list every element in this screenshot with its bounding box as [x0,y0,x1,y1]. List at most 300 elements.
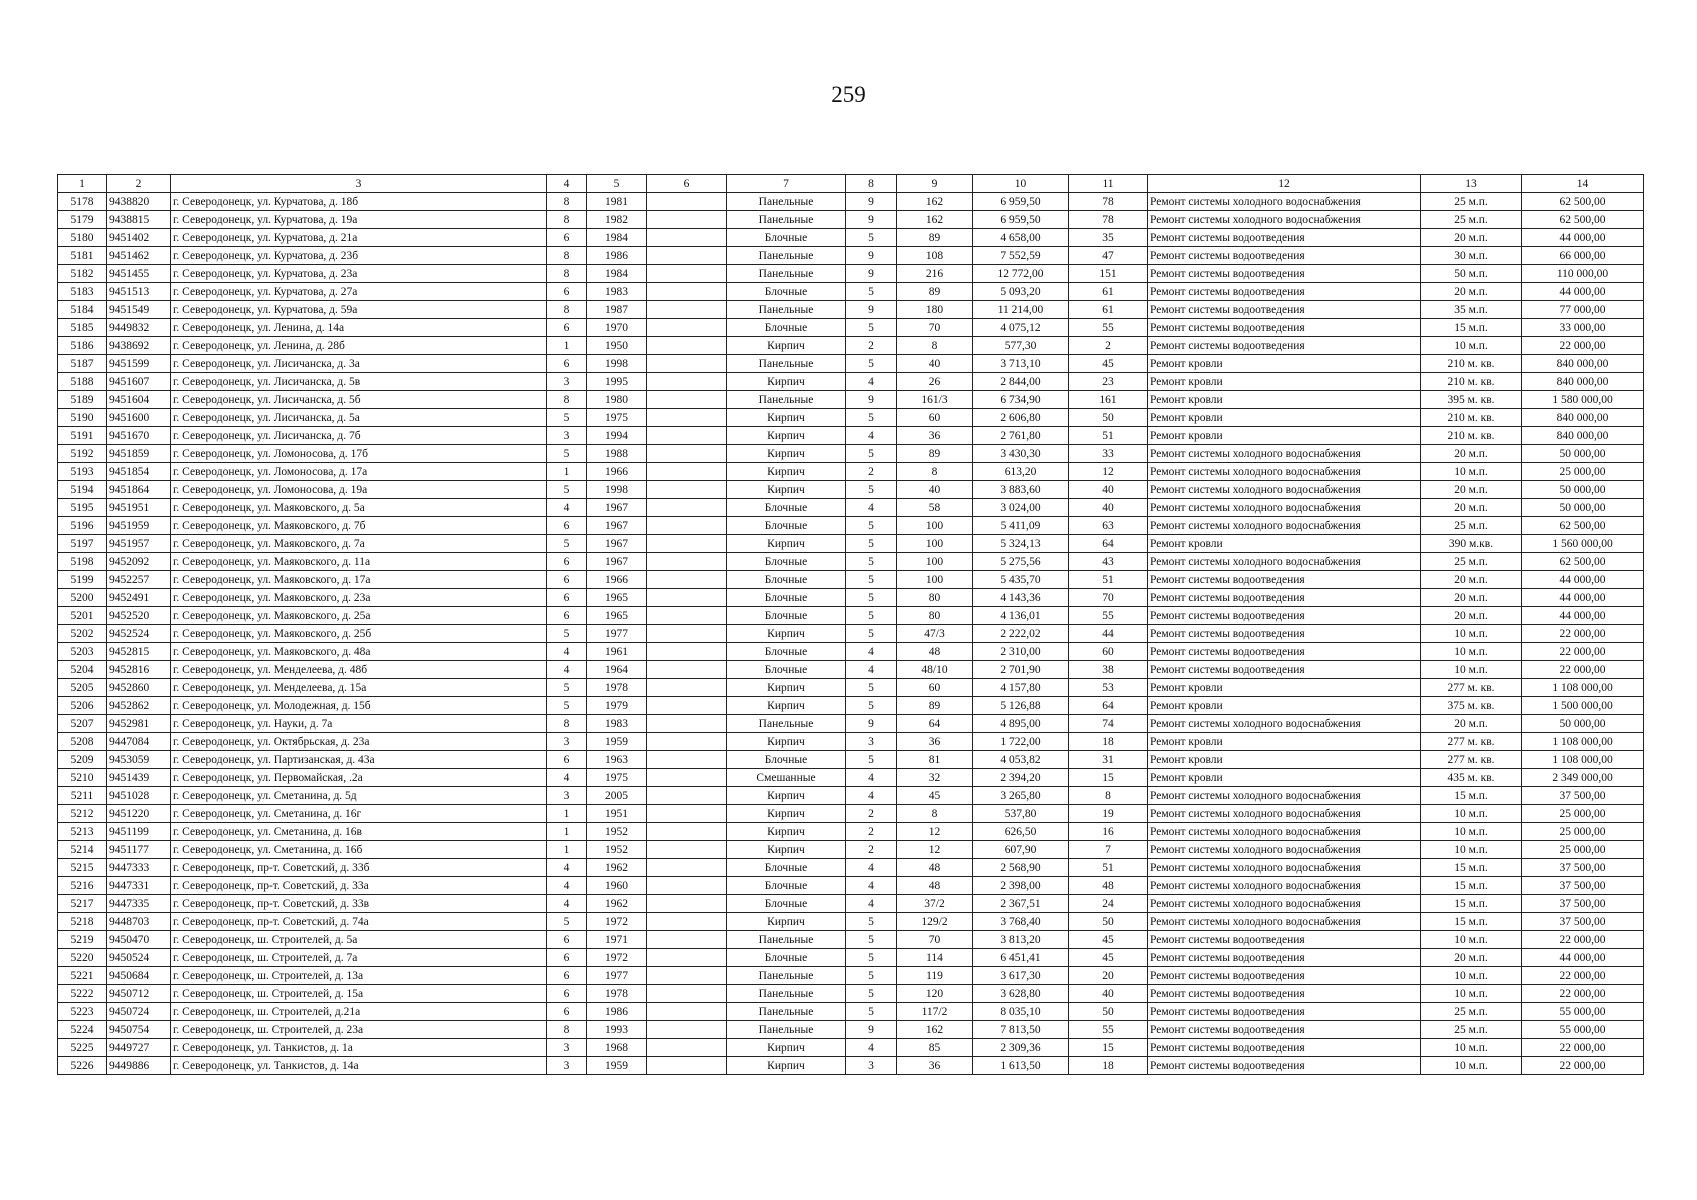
cell-wall-material: Панельные [727,211,846,229]
cell-apartments: 89 [897,229,973,247]
cell-work-volume: 25 м.п. [1421,193,1522,211]
cell-residents: 64 [1069,535,1148,553]
cell-floors: 5 [846,409,897,427]
cell-cost: 22 000,00 [1522,337,1644,355]
cell-work-volume: 25 м.п. [1421,1003,1522,1021]
cell-col-6 [647,571,727,589]
cell-floors: 5 [846,355,897,373]
cell-row-number: 5207 [58,715,107,733]
cell-cost: 840 000,00 [1522,427,1644,445]
cell-floors: 4 [846,661,897,679]
table-row [58,409,1644,427]
cell-wall-material: Панельные [727,355,846,373]
cell-area: 2 367,51 [973,895,1069,913]
cell-row-number: 5218 [58,913,107,931]
cell-work-volume: 10 м.п. [1421,931,1522,949]
table-row [58,787,1644,805]
cell-cost: 50 000,00 [1522,715,1644,733]
cell-area: 2 701,90 [973,661,1069,679]
cell-work-type: Ремонт системы холодного водоснабжения [1148,913,1421,931]
cell-work-type: Ремонт системы холодного водоснабжения [1148,517,1421,535]
cell-cost: 1 108 000,00 [1522,751,1644,769]
cell-work-volume: 25 м.п. [1421,517,1522,535]
cell-cost: 22 000,00 [1522,985,1644,1003]
cell-floors-group: 6 [547,517,587,535]
cell-floors-group: 1 [547,823,587,841]
cell-work-volume: 20 м.п. [1421,499,1522,517]
cell-address: г. Северодонецк, ул. Лисичанска, д. 5в [171,373,547,391]
cell-area: 607,90 [973,841,1069,859]
table-row [58,391,1644,409]
cell-object-code: 9451957 [107,535,171,553]
cell-residents: 24 [1069,895,1148,913]
column-header-8: 8 [846,175,897,193]
cell-row-number: 5189 [58,391,107,409]
cell-area: 2 309,36 [973,1039,1069,1057]
cell-wall-material: Панельные [727,931,846,949]
cell-floors-group: 8 [547,301,587,319]
cell-floors-group: 6 [547,607,587,625]
cell-wall-material: Блочные [727,571,846,589]
table-row [58,733,1644,751]
cell-apartments: 89 [897,283,973,301]
cell-floors: 4 [846,787,897,805]
cell-area: 3 713,10 [973,355,1069,373]
cell-cost: 44 000,00 [1522,607,1644,625]
cell-work-volume: 210 м. кв. [1421,355,1522,373]
cell-object-code: 9447331 [107,877,171,895]
cell-apartments: 8 [897,805,973,823]
cell-year-built: 1972 [587,949,647,967]
cell-year-built: 1963 [587,751,647,769]
cell-residents: 53 [1069,679,1148,697]
table-body [58,193,1644,1075]
table-row [58,625,1644,643]
cell-apartments: 80 [897,607,973,625]
cell-wall-material: Блочные [727,499,846,517]
cell-residents: 51 [1069,859,1148,877]
cell-work-volume: 30 м.п. [1421,247,1522,265]
table-row [58,445,1644,463]
cell-floors: 5 [846,985,897,1003]
cell-address: г. Северодонецк, ул. Танкистов, д. 1а [171,1039,547,1057]
cell-apartments: 60 [897,679,973,697]
cell-object-code: 9452981 [107,715,171,733]
column-header-7: 7 [727,175,846,193]
cell-wall-material: Кирпич [727,463,846,481]
cell-object-code: 9451600 [107,409,171,427]
cell-cost: 1 108 000,00 [1522,679,1644,697]
cell-year-built: 1966 [587,463,647,481]
cell-cost: 2 349 000,00 [1522,769,1644,787]
cell-object-code: 9451439 [107,769,171,787]
cell-floors: 5 [846,949,897,967]
cell-col-6 [647,301,727,319]
cell-address: г. Северодонецк, ул. Курчатова, д. 59а [171,301,547,319]
cell-address: г. Северодонецк, ул. Лисичанска, д. 5а [171,409,547,427]
cell-col-6 [647,661,727,679]
cell-work-type: Ремонт системы водоотведения [1148,319,1421,337]
cell-object-code: 9450724 [107,1003,171,1021]
cell-cost: 37 500,00 [1522,913,1644,931]
cell-work-type: Ремонт кровли [1148,373,1421,391]
cell-row-number: 5217 [58,895,107,913]
cell-col-6 [647,859,727,877]
cell-area: 577,30 [973,337,1069,355]
cell-floors: 9 [846,193,897,211]
cell-col-6 [647,391,727,409]
cell-work-volume: 15 м.п. [1421,319,1522,337]
cell-work-type: Ремонт системы холодного водоснабжения [1148,211,1421,229]
cell-year-built: 1961 [587,643,647,661]
table-row [58,211,1644,229]
cell-floors-group: 1 [547,337,587,355]
cell-cost: 33 000,00 [1522,319,1644,337]
cell-wall-material: Панельные [727,985,846,1003]
cell-apartments: 45 [897,787,973,805]
cell-apartments: 85 [897,1039,973,1057]
cell-object-code: 9438815 [107,211,171,229]
cell-floors-group: 5 [547,679,587,697]
cell-work-volume: 20 м.п. [1421,481,1522,499]
table-row [58,589,1644,607]
cell-work-type: Ремонт кровли [1148,679,1421,697]
cell-floors: 5 [846,517,897,535]
cell-floors: 4 [846,499,897,517]
cell-residents: 51 [1069,427,1148,445]
cell-area: 7 813,50 [973,1021,1069,1039]
cell-year-built: 1983 [587,715,647,733]
cell-work-volume: 20 м.п. [1421,571,1522,589]
cell-floors: 3 [846,1057,897,1075]
cell-wall-material: Панельные [727,247,846,265]
cell-residents: 18 [1069,1057,1148,1075]
cell-address: г. Северодонецк, ул. Маяковского, д. 11а [171,553,547,571]
cell-apartments: 100 [897,553,973,571]
cell-object-code: 9452862 [107,697,171,715]
cell-apartments: 70 [897,931,973,949]
cell-work-volume: 10 м.п. [1421,1057,1522,1075]
cell-year-built: 1971 [587,931,647,949]
cell-cost: 66 000,00 [1522,247,1644,265]
cell-work-type: Ремонт системы холодного водоснабжения [1148,481,1421,499]
cell-floors: 4 [846,427,897,445]
cell-year-built: 1962 [587,895,647,913]
cell-residents: 15 [1069,769,1148,787]
cell-apartments: 26 [897,373,973,391]
cell-floors: 4 [846,643,897,661]
table-row [58,481,1644,499]
cell-floors-group: 3 [547,787,587,805]
cell-wall-material: Смешанные [727,769,846,787]
cell-object-code: 9450470 [107,931,171,949]
cell-residents: 40 [1069,499,1148,517]
cell-residents: 45 [1069,949,1148,967]
cell-work-type: Ремонт системы холодного водоснабжения [1148,193,1421,211]
cell-apartments: 58 [897,499,973,517]
cell-work-type: Ремонт системы водоотведения [1148,589,1421,607]
cell-col-6 [647,625,727,643]
cell-floors-group: 6 [547,229,587,247]
cell-address: г. Северодонецк, ул. Курчатова, д. 19а [171,211,547,229]
cell-work-volume: 395 м. кв. [1421,391,1522,409]
cell-object-code: 9452816 [107,661,171,679]
column-header-3: 3 [171,175,547,193]
cell-cost: 25 000,00 [1522,823,1644,841]
cell-floors: 2 [846,463,897,481]
cell-wall-material: Блочные [727,661,846,679]
cell-area: 5 324,13 [973,535,1069,553]
cell-work-volume: 10 м.п. [1421,643,1522,661]
table-row [58,1003,1644,1021]
cell-row-number: 5225 [58,1039,107,1057]
cell-floors-group: 4 [547,895,587,913]
cell-year-built: 1967 [587,535,647,553]
cell-work-type: Ремонт системы холодного водоснабжения [1148,787,1421,805]
cell-area: 4 658,00 [973,229,1069,247]
cell-work-type: Ремонт системы водоотведения [1148,931,1421,949]
cell-year-built: 1981 [587,193,647,211]
cell-object-code: 9449886 [107,1057,171,1075]
cell-address: г. Северодонецк, ул. Ленина, д. 14а [171,319,547,337]
cell-col-6 [647,229,727,247]
cell-year-built: 1986 [587,247,647,265]
cell-work-type: Ремонт системы водоотведения [1148,1021,1421,1039]
cell-wall-material: Панельные [727,967,846,985]
cell-residents: 70 [1069,589,1148,607]
cell-residents: 64 [1069,697,1148,715]
cell-floors-group: 5 [547,625,587,643]
cell-work-volume: 277 м. кв. [1421,679,1522,697]
cell-work-volume: 10 м.п. [1421,337,1522,355]
cell-work-type: Ремонт системы водоотведения [1148,625,1421,643]
cell-address: г. Северодонецк, пр-т. Советский, д. 74а [171,913,547,931]
cell-col-6 [647,319,727,337]
cell-work-volume: 20 м.п. [1421,445,1522,463]
cell-row-number: 5224 [58,1021,107,1039]
cell-work-type: Ремонт системы водоотведения [1148,985,1421,1003]
cell-floors-group: 3 [547,427,587,445]
table-row [58,193,1644,211]
cell-row-number: 5226 [58,1057,107,1075]
cell-object-code: 9451854 [107,463,171,481]
cell-work-type: Ремонт системы холодного водоснабжения [1148,499,1421,517]
cell-residents: 38 [1069,661,1148,679]
cell-row-number: 5206 [58,697,107,715]
table-row [58,1039,1644,1057]
cell-residents: 47 [1069,247,1148,265]
table-row [58,1021,1644,1039]
cell-residents: 50 [1069,913,1148,931]
cell-wall-material: Блочные [727,949,846,967]
table-row [58,265,1644,283]
cell-floors-group: 6 [547,553,587,571]
cell-col-6 [647,985,727,1003]
cell-wall-material: Кирпич [727,913,846,931]
cell-area: 2 568,90 [973,859,1069,877]
cell-object-code: 9451462 [107,247,171,265]
cell-object-code: 9452491 [107,589,171,607]
cell-area: 2 844,00 [973,373,1069,391]
cell-object-code: 9451951 [107,499,171,517]
cell-wall-material: Блочные [727,859,846,877]
cell-year-built: 1975 [587,409,647,427]
cell-wall-material: Кирпич [727,1057,846,1075]
cell-row-number: 5204 [58,661,107,679]
table-row [58,859,1644,877]
cell-row-number: 5208 [58,733,107,751]
cell-area: 2 761,80 [973,427,1069,445]
cell-work-volume: 210 м. кв. [1421,427,1522,445]
cell-cost: 44 000,00 [1522,229,1644,247]
cell-wall-material: Кирпич [727,697,846,715]
table-row [58,661,1644,679]
cell-work-volume: 277 м. кв. [1421,733,1522,751]
cell-col-6 [647,697,727,715]
cell-object-code: 9447333 [107,859,171,877]
cell-wall-material: Панельные [727,1021,846,1039]
cell-work-type: Ремонт кровли [1148,751,1421,769]
cell-col-6 [647,931,727,949]
cell-wall-material: Панельные [727,265,846,283]
cell-floors-group: 6 [547,931,587,949]
cell-col-6 [647,211,727,229]
cell-cost: 37 500,00 [1522,787,1644,805]
cell-col-6 [647,967,727,985]
cell-area: 5 411,09 [973,517,1069,535]
cell-cost: 50 000,00 [1522,499,1644,517]
table-row [58,319,1644,337]
cell-row-number: 5187 [58,355,107,373]
cell-work-type: Ремонт кровли [1148,535,1421,553]
cell-residents: 7 [1069,841,1148,859]
cell-work-type: Ремонт системы холодного водоснабжения [1148,463,1421,481]
cell-year-built: 1959 [587,1057,647,1075]
cell-apartments: 60 [897,409,973,427]
cell-floors: 4 [846,373,897,391]
cell-year-built: 1979 [587,697,647,715]
cell-area: 4 136,01 [973,607,1069,625]
table-row [58,553,1644,571]
cell-work-type: Ремонт системы водоотведения [1148,661,1421,679]
cell-year-built: 1984 [587,265,647,283]
cell-object-code: 9451455 [107,265,171,283]
cell-wall-material: Кирпич [727,427,846,445]
cell-year-built: 1977 [587,625,647,643]
cell-floors: 2 [846,841,897,859]
cell-row-number: 5211 [58,787,107,805]
cell-row-number: 5200 [58,589,107,607]
cell-address: г. Северодонецк, ул. Науки, д. 7а [171,715,547,733]
cell-year-built: 1984 [587,229,647,247]
cell-apartments: 12 [897,823,973,841]
cell-floors-group: 3 [547,733,587,751]
cell-floors: 5 [846,913,897,931]
cell-object-code: 9451220 [107,805,171,823]
cell-year-built: 1995 [587,373,647,391]
cell-area: 6 959,50 [973,193,1069,211]
cell-work-volume: 15 м.п. [1421,859,1522,877]
cell-apartments: 119 [897,967,973,985]
cell-residents: 19 [1069,805,1148,823]
table-row [58,535,1644,553]
cell-area: 4 895,00 [973,715,1069,733]
cell-work-type: Ремонт системы водоотведения [1148,607,1421,625]
cell-residents: 50 [1069,409,1148,427]
cell-area: 3 768,40 [973,913,1069,931]
cell-floors: 5 [846,679,897,697]
cell-wall-material: Блочные [727,517,846,535]
cell-work-volume: 15 м.п. [1421,913,1522,931]
cell-year-built: 1970 [587,319,647,337]
cell-col-6 [647,841,727,859]
cell-address: г. Северодонецк, ул. Маяковского, д. 17а [171,571,547,589]
table-row [58,841,1644,859]
cell-work-volume: 210 м. кв. [1421,409,1522,427]
cell-row-number: 5199 [58,571,107,589]
cell-cost: 1 108 000,00 [1522,733,1644,751]
cell-wall-material: Кирпич [727,841,846,859]
header-row [58,175,1644,193]
cell-cost: 55 000,00 [1522,1003,1644,1021]
cell-address: г. Северодонецк, ул. Курчатова, д. 23а [171,265,547,283]
cell-apartments: 8 [897,463,973,481]
cell-work-volume: 25 м.п. [1421,1021,1522,1039]
cell-object-code: 9451670 [107,427,171,445]
cell-work-type: Ремонт системы холодного водоснабжения [1148,841,1421,859]
cell-area: 4 075,12 [973,319,1069,337]
cell-floors-group: 5 [547,481,587,499]
cell-floors-group: 3 [547,1039,587,1057]
cell-row-number: 5219 [58,931,107,949]
table-row [58,805,1644,823]
cell-floors: 5 [846,931,897,949]
cell-col-6 [647,193,727,211]
cell-work-type: Ремонт системы водоотведения [1148,337,1421,355]
cell-area: 2 222,02 [973,625,1069,643]
cell-apartments: 40 [897,481,973,499]
cell-work-type: Ремонт системы водоотведения [1148,1003,1421,1021]
cell-cost: 1 560 000,00 [1522,535,1644,553]
cell-floors: 5 [846,445,897,463]
cell-object-code: 9438692 [107,337,171,355]
table-row [58,229,1644,247]
cell-apartments: 108 [897,247,973,265]
cell-col-6 [647,283,727,301]
cell-floors-group: 6 [547,355,587,373]
cell-row-number: 5191 [58,427,107,445]
cell-wall-material: Кирпич [727,1039,846,1057]
cell-cost: 840 000,00 [1522,355,1644,373]
table-row [58,823,1644,841]
cell-year-built: 1988 [587,445,647,463]
cell-cost: 840 000,00 [1522,409,1644,427]
cell-floors-group: 1 [547,463,587,481]
cell-apartments: 12 [897,841,973,859]
cell-address: г. Северодонецк, ул. Курчатова, д. 23б [171,247,547,265]
cell-apartments: 162 [897,1021,973,1039]
cell-wall-material: Кирпич [727,625,846,643]
cell-area: 6 734,90 [973,391,1069,409]
cell-row-number: 5185 [58,319,107,337]
cell-address: г. Северодонецк, ул. Лисичанска, д. 7б [171,427,547,445]
cell-work-volume: 375 м. кв. [1421,697,1522,715]
cell-address: г. Северодонецк, ул. Ломоносова, д. 17б [171,445,547,463]
cell-work-volume: 10 м.п. [1421,463,1522,481]
cell-residents: 23 [1069,373,1148,391]
cell-work-type: Ремонт системы водоотведения [1148,949,1421,967]
cell-apartments: 216 [897,265,973,283]
